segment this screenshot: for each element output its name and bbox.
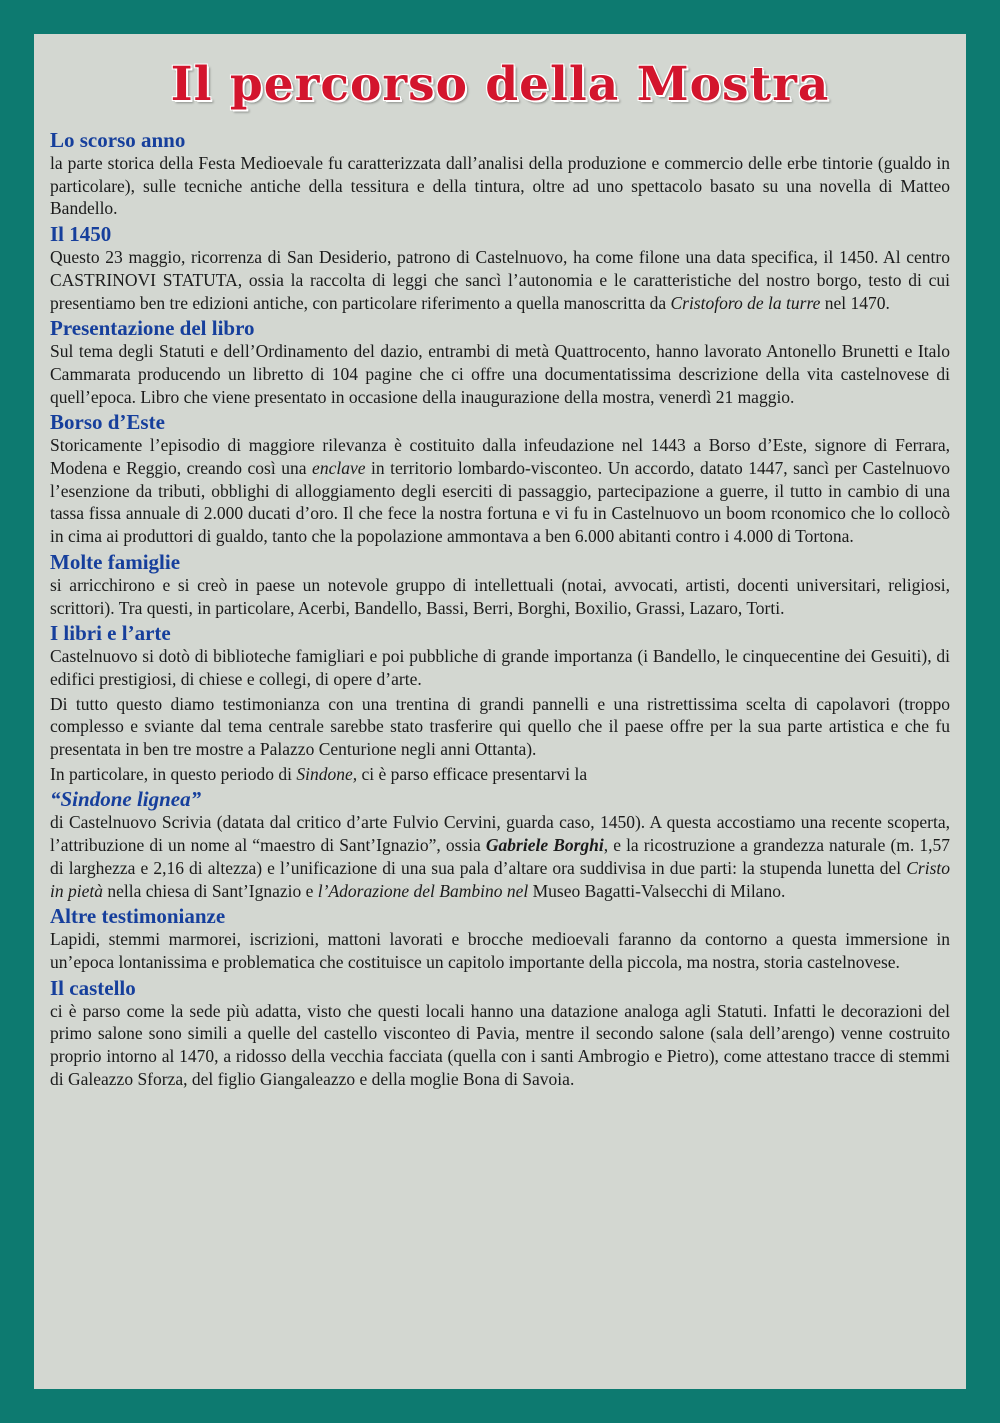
section-text-1450 xyxy=(50,246,950,314)
section-text-libri-arte-2: Di tutto questo diamo testimonianza con una trentina di grandi pannelli e una ristrettissima scelta di capolavori (troppo complesso e sviante dal tema centrale sarebbe stato trasferire qui quello che il paese offre per la sua parte artistica e che fu presentata in ben tre mostre a Palazzo Centurione negli anni Ottanta). xyxy=(50,693,950,760)
section-text-libri-arte-1: Castelnuovo si dotò di biblioteche famigliari e poi pubbliche di grande importanza (i Bandello, le cinquecentine dei Gesuiti), di edifici prestigiosi, di chiese e collegi, di opere d’arte. xyxy=(50,646,950,689)
section-text-sindone-lignea xyxy=(50,811,950,902)
text-run: , e la ricostruzione a grandezza naturale (m. 1,57 di larghezza e 2,16 di altezza) e l’unificazione di una sua pala d’altare ora suddivisa in due parti: la stupenda lunetta del xyxy=(50,835,950,878)
section-text-lo-scorso-anno: la parte storica della Festa Medioevale fu caratterizzata dall’analisi della produzione e commercio delle erbe tintorie (gualdo in particolare), sulle tecniche antiche della tessitura e della tintura, oltre ad uno spettacolo basato su una novella di Matteo Bandello. xyxy=(50,153,950,219)
section-text-molte-famiglie: si arricchirono e si creò in paese un notevole gruppo di intellettuali (notai, avvocati, artisti, docenti universitari, religiosi, scrittori). Tra questi, in particolare, Acerbi, Bandello, Bassi, Berri, Borghi, Boxilio, Grassi, Lazaro, Torti. xyxy=(50,574,950,618)
section-heading-libri-arte: I libri e l’arte xyxy=(50,621,171,646)
section-heading-altre-testimonianze: Altre testimonianze xyxy=(50,904,226,929)
section-heading-castello: Il castello xyxy=(50,975,136,1000)
italic-run: Sindone, xyxy=(296,763,358,784)
text-run: ci è parso efficace presentarvi la xyxy=(357,763,588,784)
page-title: Il percorso della Mostra xyxy=(170,57,830,112)
section-heading-lo-scorso-anno: Lo scorso anno xyxy=(50,128,186,152)
bold-italic-run: Gabriele Borghi xyxy=(485,835,604,856)
text-run: nella chiesa di Sant’Ignazio e xyxy=(102,880,318,901)
text-run: In particolare, in questo periodo di xyxy=(50,763,297,784)
section-text-borso-este xyxy=(50,434,950,548)
text-run: Museo Bagatti-Valsecchi di Milano. xyxy=(528,880,786,901)
poster-panel xyxy=(34,34,966,1389)
section-heading-molte-famiglie: Molte famiglie xyxy=(50,549,181,574)
text-run: in territorio lombardo-visconteo. Un accordo, datato 1447, sancì per Castelnuovo l’esenzione da tributi, obblighi di alloggiamento degli eserciti di passaggio, partecipazione a guerre, il tutto in cambio di una tassa fissa annuale di 2.000 ducati d’oro. Il che fece la nostra fortuna e vi fu in Castelnuovo un boom rconomico che lo collocò in cima ai produttori di gualdo, tanto che la popolazione ammontava a ben 6.000 abitanti contro i 4.000 di Tortona. xyxy=(50,458,950,547)
section-text-altre-testimonianze: Lapidi, stemmi marmorei, iscrizioni, mattoni lavorati e brocche medioevali faranno da contorno a questa immersione in un’epoca lontanissima e problematica che costituisce un capitolo importante della piccola, ma nostra, storia castelnovese. xyxy=(50,929,950,972)
section-heading-borso-este: Borso d’Este xyxy=(50,410,165,435)
italic-run: Cristoforo de la turre xyxy=(670,292,821,313)
text-run: di Castelnuovo Scrivia (datata dal critico d’arte Fulvio Cervini, guarda caso, 1450). A questa accostiamo una recente scoperta, l’attribuzione di un nome al “maestro di Sant’Ignazio”, ossia xyxy=(50,812,950,856)
section-heading-sindone-lignea: “Sindone lignea” xyxy=(50,787,202,812)
section-heading-1450: Il 1450 xyxy=(50,222,112,247)
text-run: Storicamente l’episodio di maggiore rilevanza è costituito dalla infeudazione nel 1443 a Borso d’Este, signore di Ferrara, Modena e Reggio, creando così una xyxy=(50,435,950,479)
text-run: nel 1470. xyxy=(820,292,890,313)
section-heading-presentazione-libro: Presentazione del libro xyxy=(50,316,255,341)
section-text-presentazione-libro: Sul tema degli Statuti e dell’Ordinamento del dazio, entrambi di metà Quattrocento, hanno lavorato Antonello Brunetti e Italo Cammarata producendo un libretto di 104 pagine che ci offre una documentatissima descrizione della vita castelnovese di quell’epoca. Libro che viene presentato in occasione della inaugurazione della mostra, venerdì 21 maggio. xyxy=(50,341,950,407)
section-text-libri-arte-3 xyxy=(50,763,950,786)
italic-run: Cristo in pietà xyxy=(50,857,950,901)
text-run: Questo 23 maggio, ricorrenza di San Desiderio, patrono di Castelnuovo, ha come filone una data specifica, il 1450. Al centro CASTRINOVI STATUTA, ossia la raccolta di leggi che sancì l’autonomia e le caratteristiche del nostro borgo, testo di cui presentiamo ben tre edizioni antiche, con particolare riferimento a quella manoscritta da xyxy=(50,247,950,313)
italic-run: enclave xyxy=(312,458,366,479)
section-text-castello: ci è parso come la sede più adatta, visto che questi locali hanno una datazione analoga agli Statuti. Infatti le decorazioni del primo salone sono simili a quelle del castello visconteo di Pavia, mentre il secondo salone (sala dell’arengo) venne costruito proprio intorno al 1470, a ridosso della vecchia facciata (quella con i santi Ambrogio e Pietro), come attestano tracce di stemmi di Galeazzo Sforza, del figlio Giangaleazzo e della moglie Bona di Savoia. xyxy=(50,1000,950,1089)
italic-run: l’Adorazione del Bambino nel xyxy=(317,880,529,901)
